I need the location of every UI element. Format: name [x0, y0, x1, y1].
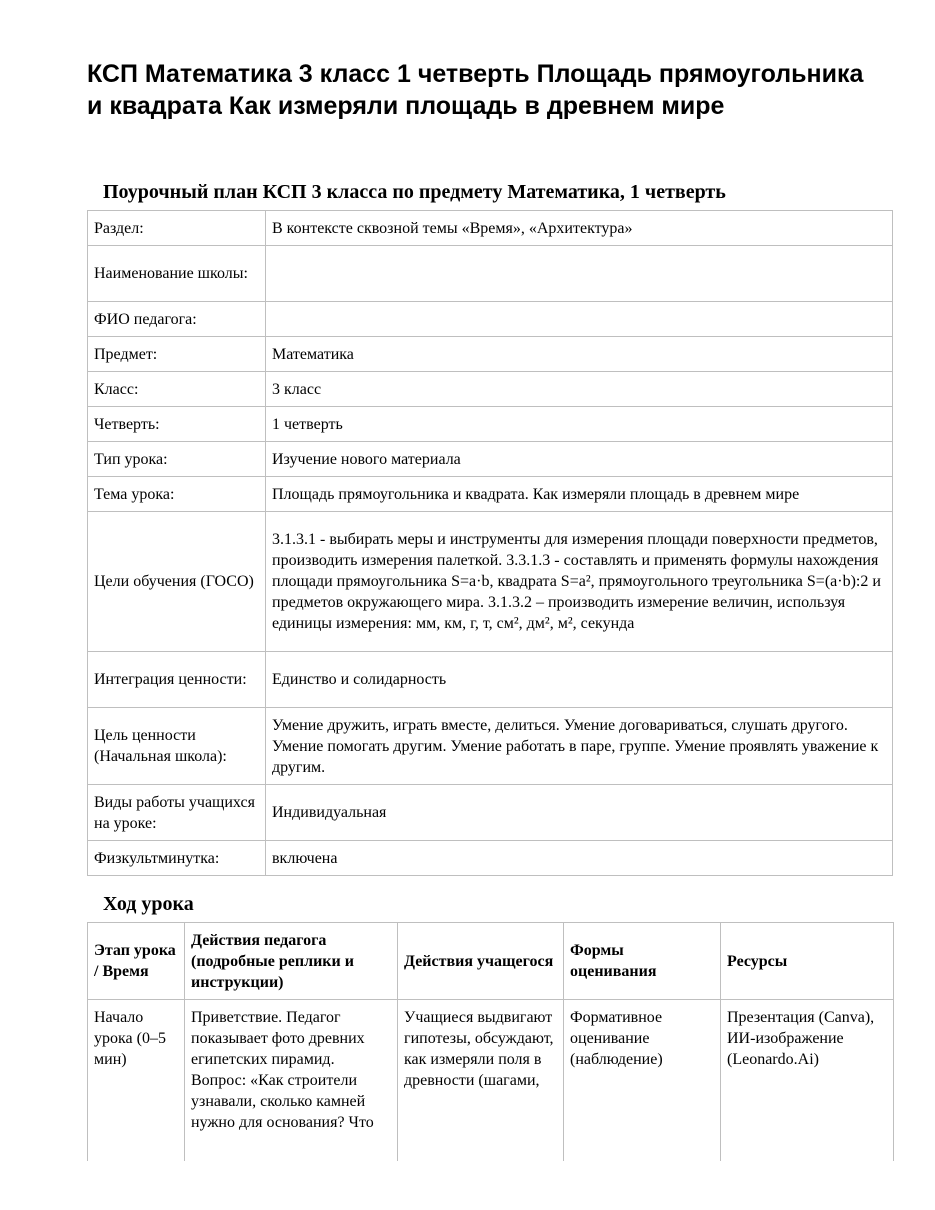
row-value: [266, 246, 893, 302]
row-value: Индивидуальная: [266, 785, 893, 841]
table-header-row: [88, 923, 894, 1000]
table-row: [88, 246, 893, 302]
row-value: Изучение нового материала: [266, 442, 893, 477]
table-row: [88, 708, 893, 785]
row-label: Цель ценности (Начальная школа):: [88, 708, 266, 785]
lesson-info-table: [87, 210, 893, 876]
teacher-actions-cell: Приветствие. Педагог показывает фото древних египетских пирамид. Вопрос: «Как строители узнавали, сколько камней нужно для основания? Что: [185, 1000, 398, 1162]
row-label: ФИО педагога:: [88, 302, 266, 337]
table-row: [88, 1000, 894, 1162]
table-row: [88, 211, 893, 246]
row-value: 3.1.3.1 - выбирать меры и инструменты для измерения площади поверхности предметов, производить измерения палеткой. 3.3.1.3 - составлять и применять формулы нахождения площади прямоугольника S=a·b, квадрата S=a², прямоугольного треугольника S=(a·b):2 и предметов окружающего мира. 3.1.3.2 – производить измерение величин, используя единицы измерения: мм, км, г, т, см², дм², м², секунда: [266, 512, 893, 652]
row-value: Площадь прямоугольника и квадрата. Как измеряли площадь в древнем мире: [266, 477, 893, 512]
table-row: [88, 785, 893, 841]
lesson-flow-heading: Ход урока: [103, 893, 194, 915]
resources-cell: Презентация (Canva), ИИ-изображение (Leonardo.Ai): [721, 1000, 894, 1162]
table-row: [88, 337, 893, 372]
plan-heading: Поурочный план КСП 3 класса по предмету Математика, 1 четверть: [103, 181, 726, 203]
row-label: Раздел:: [88, 211, 266, 246]
row-label: Тип урока:: [88, 442, 266, 477]
row-label: Предмет:: [88, 337, 266, 372]
row-value: Математика: [266, 337, 893, 372]
row-label: Интеграция ценности:: [88, 652, 266, 708]
row-value: [266, 302, 893, 337]
table-row: [88, 841, 893, 876]
stage-cell: Начало урока (0–5 мин): [88, 1000, 185, 1162]
row-value: Умение дружить, играть вместе, делиться. Умение договариваться, слушать другого. Умение помогать другим. Умение работать в паре, группе. Умение проявлять уважение к другим.: [266, 708, 893, 785]
student-actions-cell: Учащиеся выдвигают гипотезы, обсуждают, как измеряли поля в древности (шагами,: [398, 1000, 564, 1162]
table-row: [88, 442, 893, 477]
table-row: [88, 477, 893, 512]
document-title: КСП Математика 3 класс 1 четверть Площадь прямоугольника и квадрата Как измеряли площадь в древнем мире: [87, 60, 864, 120]
row-label: Тема урока:: [88, 477, 266, 512]
table-row: [88, 512, 893, 652]
table-row: [88, 407, 893, 442]
table-row: [88, 372, 893, 407]
column-header-student: Действия учащегося: [398, 923, 564, 1000]
column-header-stage: Этап урока / Время: [88, 923, 185, 1000]
row-value: В контексте сквозной темы «Время», «Архитектура»: [266, 211, 893, 246]
row-value: 3 класс: [266, 372, 893, 407]
row-label: Четверть:: [88, 407, 266, 442]
column-header-assessment: Формы оценивания: [564, 923, 721, 1000]
row-value: Единство и солидарность: [266, 652, 893, 708]
column-header-teacher: Действия педагога (подробные реплики и инструкции): [185, 923, 398, 1000]
assessment-cell: Формативное оценивание (наблюдение): [564, 1000, 721, 1162]
row-value: 1 четверть: [266, 407, 893, 442]
row-label: Наименование школы:: [88, 246, 266, 302]
lesson-flow-table: [87, 922, 894, 1161]
lesson-flow-clip: [80, 900, 910, 1161]
row-label: Класс:: [88, 372, 266, 407]
column-header-resources: Ресурсы: [721, 923, 894, 1000]
row-value: включена: [266, 841, 893, 876]
row-label: Виды работы учащихся на уроке:: [88, 785, 266, 841]
table-row: [88, 652, 893, 708]
table-row: [88, 302, 893, 337]
row-label: Цели обучения (ГОСО): [88, 512, 266, 652]
row-label: Физкультминутка:: [88, 841, 266, 876]
